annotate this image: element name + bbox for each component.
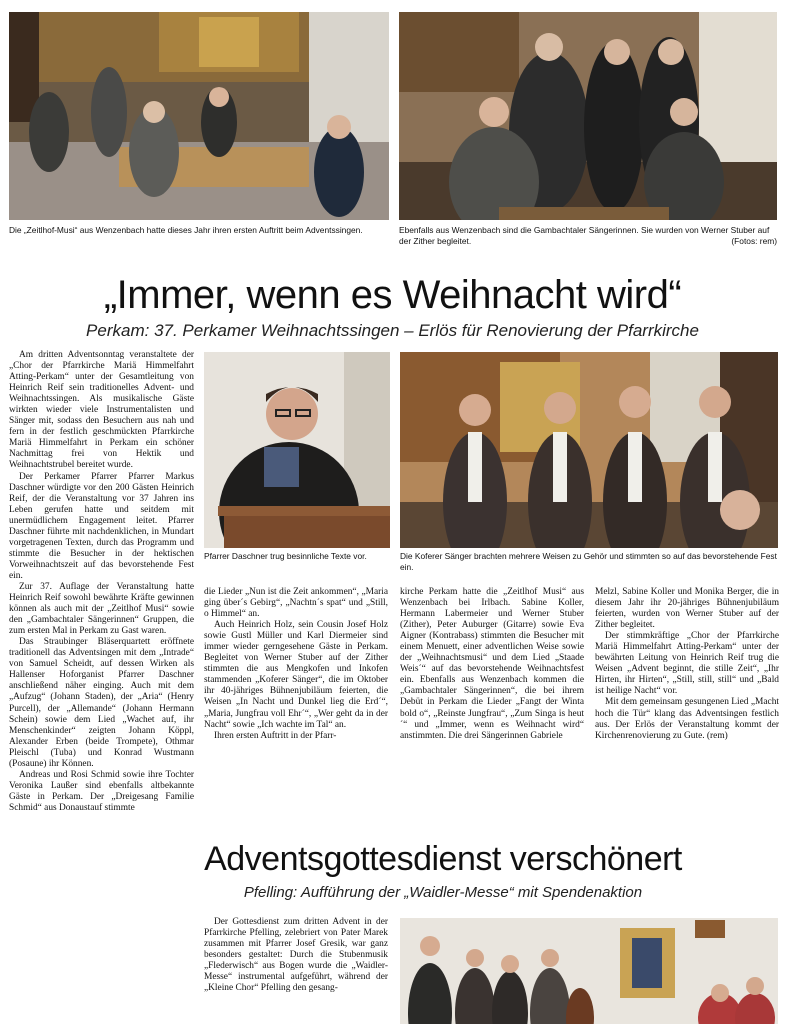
article-column-4	[595, 587, 779, 853]
photo-caption: Die Koferer Sänger brachten mehrere Weisen zu Gehör und stimmten so auf das bevorstehende Fest ein.	[400, 551, 777, 572]
paragraph: Mit dem gemeinsam gesungenen Lied „Macht hoch die Tür“ klang das Adventsingen festlich aus. Der Erlös der Veranstaltung kommt der Kirchenrenovierung zu Gute. (rem)	[595, 697, 779, 741]
article-column-3	[400, 587, 584, 853]
photo-gambachtaler-saengerinnen	[399, 12, 777, 220]
photo-caption: Die „Zeitlhof-Musi“ aus Wenzenbach hatte dieses Jahr ihren ersten Auftritt beim Adventssingen.	[9, 225, 363, 235]
paragraph: kirche Perkam hatte die „Zeitlhof Musi“ aus Wenzenbach bei Irlbach. Sabine Koller, Hermann Labermeier und Werner Stuber (Zither), Peter Auburger (Gitarre) sowie Eva Aigner (Kontrabass) stimmten die Besucher mit einem Menuett, einer adventlichen Weise sowie der „Weihnachtsmusi“ und dem Lied „Staade Weis´“ auf das bevorstehende Weihnachtsfest ein. Ebenfalls aus Wenzenbach kommen die „Gambachtaler Sängerinnen“, die bei ihrem Debüt in Perkam die Lieder „Fangt der Winta bold o“, „Reinste Jungfrau“, „Zum Singa is heut´“ und „Immer, wenn es Weihnacht wird“ anstimmten. Die drei Sängerinnen Gabriele	[400, 587, 584, 741]
photo-pfelling-gottesdienst	[400, 918, 778, 1024]
paragraph: Auch Heinrich Holz, sein Cousin Josef Holz sowie Gustl Müller und Karl Diermeier sind immer wieder gerngesehene Gäste in Perkam. Begleitet von Werner Stuber auf der Zither stimmten die aus Mengkofen und Inkofen stammenden „Koferer Sänger“, die im Oktober ihr 40-jähriges Bühnenjubiläum feierten, die Weisen „In Nacht und Dunkel lieg die Erd´“, „Maria, Jungfrau voll Ehr´“, „Wer geht da in der Nacht“ sowie „Ich wachte im Tal“ an.	[204, 620, 388, 730]
paragraph: Andreas und Rosi Schmid sowie ihre Tochter Veronika Laußer sind ebenfalls altbekannte Gäste in Perkam. Der „Dreigesang Familie Schmid“ aus Donaustauf stimmte	[9, 769, 194, 813]
paragraph: Der Gottesdienst zum dritten Advent in der Pfarrkirche Pfelling, zelebriert von Pater Marek zusammen mit Pfarrer Josef Gresik, war ganz besonders gestaltet: Durch die Stubenmusik „Flederwisch“ aus Bogen wurde die „Waidler-Messe“ instrumental aufgeführt, während der „Kleine Chor“ Pfelling den gesang-	[204, 917, 388, 994]
paragraph: Der Perkamer Pfarrer Pfarrer Markus Daschner würdigte vor den 200 Gästen Heinrich Reif, der die Veranstaltung vor 37 Jahren ins Leben gerufen hatte und seitdem mit unermüdlichem Engagement leitet. Pfarrer Daschner führte mit nachdenklichen, in Mundart vorgetragenen Texten, durch das Programm und stimmte die Besucher in der hektischen Vorweihnachtszeit auf das bevorstehende Fest ein.	[9, 471, 194, 581]
article-subheadline: Perkam: 37. Perkamer Weihnachtssingen – Erlös für Renovierung der Pfarrkirche	[86, 321, 699, 340]
article-column-2	[204, 587, 388, 853]
paragraph: Am dritten Adventsonntag veranstaltete der „Chor der Pfarrkirche Mariä Himmelfahrt Atting-Perkam“ unter der Gesamtleitung von Heinrich Reif sein traditionelles Advent- und Weihnachtssingen. Als musikalische Gäste wirkten wieder viele Instrumentalisten und Sänger mit, sodass den Besuchern aus nah und fern in der festlich geschmückten Pfarrkirche Mariä Himmelfahrt in Perkam ein schöner Nachmittag frei von Hektik und Weihnachtstrubel bereitet wurde.	[9, 350, 194, 471]
photo-koferer-saenger	[400, 352, 778, 548]
photo-caption: Ebenfalls aus Wenzenbach sind die Gambachtaler Sängerinnen. Sie wurden von Werner Stuber auf der Zither begleitet. (Fotos: rem)	[399, 225, 777, 246]
paragraph: Der stimmkräftige „Chor der Pfarrkirche Mariä Himmelfahrt Atting-Perkam“ unter der bewährten Leitung von Heinrich Reif trug die Weisen „Advent beginnt, die stille Zeit“, „Ihr Hirten, ihr Hirten“, „Still, still, still“ und „Bald ist heilige Nacht“ vor.	[595, 631, 779, 697]
photo-caption: Pfarrer Daschner trug besinnliche Texte vor.	[204, 551, 367, 561]
paragraph: Das Straubinger Bläserquartett eröffnete traditionell das Adventsingen mit dem „Intrade“ von Samuel Scheidt, auf dessen Wirken als Hallenser Hoforganist Pfarrer Daschner anschließend näher einging. Auch mit dem „Aufzug“ (Johann Staden), der „Aria“ (Henry Purcell), der „Allemande“ (Johann Hermann Schein) sowie dem Lied „Wachet auf, ihr Menschenkinder“ zeigten Johann Köppl, Alexander Erben (beide Trompete), Othmar Pleischl (Tuba) und Konrad Wustmann (Posaune) ihr Können.	[9, 637, 194, 769]
article-headline: „Immer, wenn es Weihnacht wird“	[103, 273, 682, 317]
article-headline: Adventsgottesdienst verschönert	[204, 840, 682, 878]
paragraph: die Lieder „Nun ist die Zeit ankommen“, „Maria ging über´s Gebirg“, „Nachtn´s spat“ und „Still, o Himmel“ an.	[204, 587, 388, 620]
article-column-5	[204, 917, 388, 1024]
photo-pfarrer-daschner	[204, 352, 390, 548]
photo-credit: (Fotos: rem)	[731, 235, 777, 246]
photo-zeitlhof-musi	[9, 12, 389, 220]
paragraph: Melzl, Sabine Koller und Monika Berger, die in diesem Jahr ihr 20-jähriges Bühnenjubiläum feierten, wurden von Werner Stuber auf der Zither begleitet.	[595, 587, 779, 631]
paragraph: Ihren ersten Auftritt in der Pfarr-	[214, 730, 337, 741]
paragraph: Zur 37. Auflage der Veranstaltung hatte Heinrich Reif sowohl bewährte Kräfte gewinnen können als auch mit der „Zeitlhof Musi“ sowie den „Gambachtaler Sängerinnen“ Gruppen, die zum ersten Mal in Perkam zu Gast waren.	[9, 581, 194, 637]
article-subheadline: Pfelling: Aufführung der „Waidler-Messe“ mit Spendenaktion	[243, 884, 643, 901]
